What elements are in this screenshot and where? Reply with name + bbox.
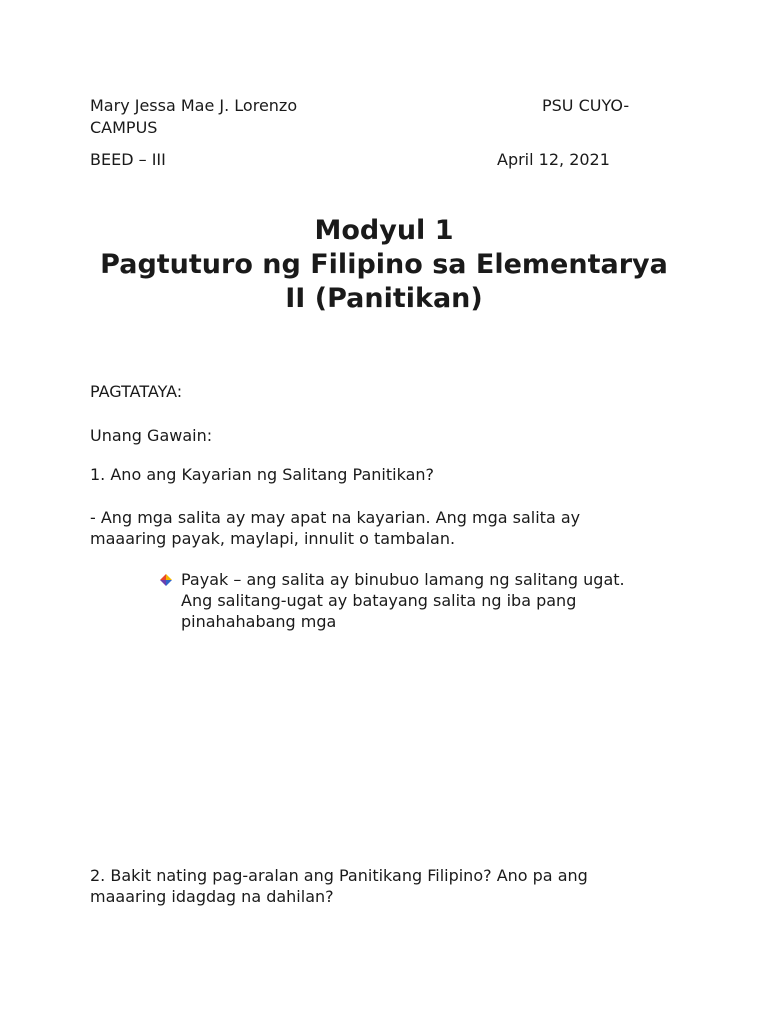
campus-line-2: CAMPUS: [90, 118, 158, 137]
student-name: Mary Jessa Mae J. Lorenzo: [90, 96, 298, 115]
section-heading: PAGTATAYA:: [90, 382, 183, 401]
diamond-bullet-icon: [160, 574, 172, 586]
activity-heading: Unang Gawain:: [90, 426, 213, 445]
bullet-text: [181, 569, 701, 632]
campus-line-1: PSU CUYO-: [542, 96, 630, 115]
answer-1-line-1: - Ang mga salita ay may apat na kayarian. Ang mga salita ay: [90, 508, 581, 527]
module-subtitle-line-1: Pagtuturo ng Filipino sa Elementarya: [100, 249, 668, 280]
bullet-line-2: Ang salitang-ugat ay batayang salita ng iba pang: [181, 591, 577, 610]
question-2-line-2: maaaring idagdag na dahilan?: [90, 887, 334, 906]
question-2-line-1: 2. Bakit nating pag-aralan ang Panitikang Filipino? Ano pa ang: [90, 866, 588, 885]
module-subtitle-line-2: II (Panitikan): [285, 283, 483, 314]
course-label: BEED – III: [90, 150, 166, 169]
date-label: April 12, 2021: [497, 150, 610, 169]
answer-1-line-2: maaaring payak, maylapi, innulit o tambalan.: [90, 529, 456, 548]
bullet-line-3: pinahahabang mga: [181, 612, 337, 631]
bullet-line-1: Payak – ang salita ay binubuo lamang ng salitang ugat.: [181, 570, 625, 589]
module-title: Modyul 1: [314, 215, 454, 246]
question-1: 1. Ano ang Kayarian ng Salitang Panitikan?: [90, 465, 434, 484]
